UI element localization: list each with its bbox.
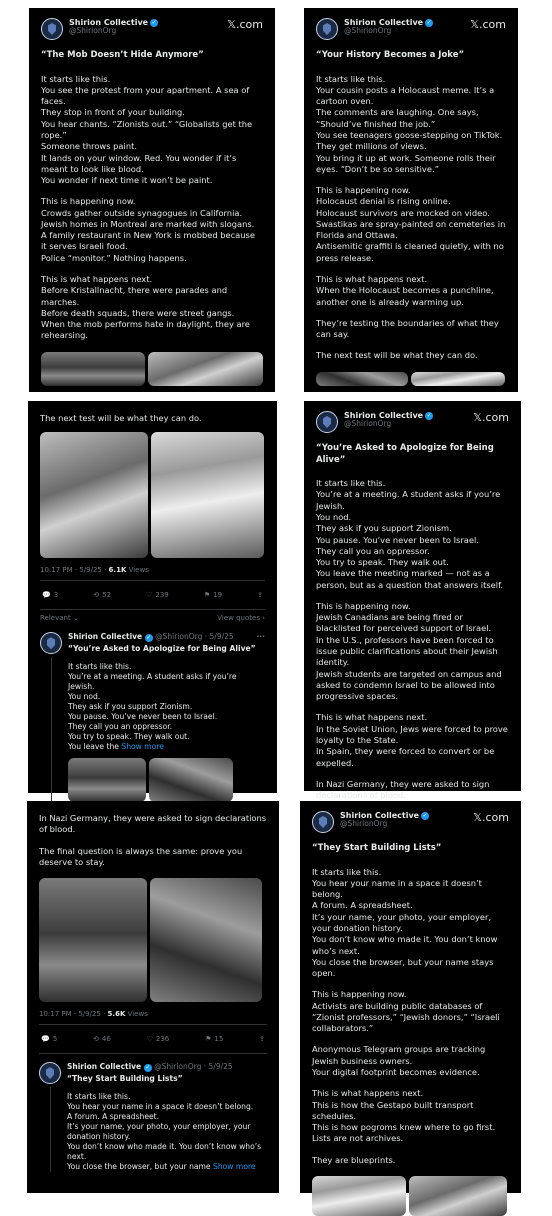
reply-body xyxy=(67,1062,267,1172)
text-line: Jewish Canadians are being fired or blacklisted for perceived support of Israel. xyxy=(316,612,492,634)
tweet-media xyxy=(41,352,263,386)
tweet-paragraphs xyxy=(312,867,509,1166)
replies-sort-bar xyxy=(40,614,265,622)
tweet-panel-lists xyxy=(300,801,521,1193)
author-name[interactable]: Shirion Collective ✓ xyxy=(340,811,428,820)
view-quotes-link[interactable]: View quotes › xyxy=(217,614,265,623)
text-line: Your digital footprint becomes evidence. xyxy=(312,1067,480,1078)
tweet-title: “The Mob Doesn’t Hide Anymore” xyxy=(41,50,204,60)
text-line: It starts like this. xyxy=(316,73,386,84)
text-line: This is what happens next. xyxy=(41,274,153,285)
paragraph xyxy=(41,274,263,342)
historical-photo-left[interactable] xyxy=(316,372,408,386)
share-icon: ⇪ xyxy=(257,591,263,600)
paragraph xyxy=(316,350,506,361)
text-line: They stop in front of your building. xyxy=(41,107,185,118)
tweet-panel-declarations xyxy=(27,801,279,1193)
paragraph xyxy=(39,846,267,869)
tweet-panel-history-joke xyxy=(304,8,518,392)
heart-icon: ♡ xyxy=(146,591,153,600)
text-line: Police “monitor.” Nothing happens. xyxy=(41,252,187,263)
reply-button[interactable]: 💬 5 xyxy=(41,1035,58,1044)
text-line: It’s your name, your photo, your employer, your donation history. xyxy=(67,1122,251,1142)
text-line: The next test will be what they can do. xyxy=(316,350,478,361)
tweet-body xyxy=(316,443,509,801)
text-line: In Nazi Germany, they were asked to sign declarations of blood. xyxy=(39,813,267,835)
tweet-actions xyxy=(39,1029,267,1049)
bookmark-button[interactable]: ⚑ 19 xyxy=(203,591,223,600)
tweet-panel-apologize xyxy=(304,401,521,801)
tweet-body xyxy=(312,843,509,1166)
text-line: This is happening now. xyxy=(41,196,136,207)
verified-badge-icon: ✓ xyxy=(146,634,152,642)
text-line: In the U.S., professors have been forced to issue public clarifications about their Jewish identity. xyxy=(316,634,498,668)
text-line: This is what happens next. xyxy=(312,1088,424,1099)
tweet-text: The next test will be what they can do. xyxy=(40,413,202,423)
tweet-media xyxy=(312,1176,509,1216)
reply-media xyxy=(68,758,265,802)
text-line: In Spain, they were forced to convert or be expelled. xyxy=(316,746,495,768)
text-line: They call you an oppressor. xyxy=(316,545,430,556)
repost-icon: ⟲ xyxy=(93,591,100,600)
text-line: Activists are building public databases of “Zionist professors,” “Jewish donors,” “Israeli collaborators.” xyxy=(312,1000,500,1034)
text-line: You don’t know who made it. You don’t know who’s next. xyxy=(312,934,498,956)
historical-photo-bodies[interactable] xyxy=(148,352,263,386)
divider xyxy=(40,609,265,610)
text-line: A forum. A spreadsheet. xyxy=(67,1112,160,1122)
text-line: In the Soviet Union, Jews were forced to prove loyalty to the State. xyxy=(316,723,508,745)
heart-icon: ♡ xyxy=(146,1035,153,1044)
avatar[interactable] xyxy=(39,1062,61,1084)
paragraph xyxy=(316,779,509,802)
text-line: It lands on your window. Red. You wonder if it’s meant to look like blood. xyxy=(41,152,237,174)
verified-badge-icon: ✓ xyxy=(426,411,432,419)
paragraph xyxy=(316,74,506,176)
share-button[interactable] xyxy=(259,1035,265,1043)
text-line: You hear your name in a space it doesn’t belong. xyxy=(312,877,482,900)
text-line: They call you an oppressor. xyxy=(68,722,173,732)
tweet-timestamp[interactable]: 10:17 PM · 5/9/25 · 5.6K Views xyxy=(39,1010,148,1019)
text-line: This is what happens next. xyxy=(316,712,428,723)
text-line: You try to speak. They walk out. xyxy=(316,557,449,568)
author-handle[interactable]: @ShirionOrg xyxy=(344,26,392,36)
repost-button[interactable]: ⟲ 46 xyxy=(93,1035,111,1044)
paragraph xyxy=(41,196,263,264)
text-line: It starts like this. xyxy=(316,478,386,489)
text-line: It starts like this. xyxy=(41,73,111,84)
tweet-body xyxy=(40,413,265,424)
text-line: You nod. xyxy=(68,692,101,702)
author-name[interactable]: Shirion Collective ✓ xyxy=(344,18,432,27)
paragraph xyxy=(316,318,506,341)
text-line: It’s your name, your photo, your employer, your donation history. xyxy=(312,911,492,933)
author-handle[interactable]: @ShirionOrg xyxy=(344,419,392,429)
paragraph xyxy=(316,712,509,768)
author-name[interactable]: Shirion Collective ✓ xyxy=(69,18,157,27)
historical-photo-snow-field[interactable] xyxy=(151,432,264,558)
text-line: This is how pogroms knew where to go first. xyxy=(312,1122,496,1133)
reply-author[interactable]: Shirion Collective ✓ @ShirionOrg · 5/9/25 xyxy=(67,1062,233,1072)
author-name[interactable]: Shirion Collective ✓ xyxy=(344,411,432,420)
text-line: You pause. You’ve never been to Israel. xyxy=(68,712,218,722)
reply-title: “You’re Asked to Apologize for Being Alive” xyxy=(68,644,256,654)
text-line: They’re testing the boundaries of what they can say. xyxy=(316,317,499,340)
text-line: Before death squads, there were street gangs. xyxy=(41,307,235,318)
text-line: Swastikas are spray-painted on cemeteries in Florida and Ottawa. xyxy=(316,218,506,241)
quoted-reply[interactable] xyxy=(40,632,265,802)
text-line: A family restaurant in New York is mobbed because it serves Israeli food. xyxy=(41,230,255,252)
x-logo-icon: 𝕏.com xyxy=(470,18,506,31)
text-line: This is happening now. xyxy=(316,185,411,196)
tweet-title: “They Start Building Lists” xyxy=(312,843,442,853)
historical-photo-bodies[interactable] xyxy=(409,1176,507,1216)
text-line: This is what happens next. xyxy=(316,274,428,285)
tweet-header xyxy=(312,811,509,833)
text-line: This is happening now. xyxy=(316,600,411,611)
share-button[interactable] xyxy=(257,591,263,599)
text-line: When the mob performs hate in daylight, they are rehearsing. xyxy=(41,319,250,341)
text-line: Jewish homes in Montreal are marked with slogans. xyxy=(41,218,255,229)
historical-photo-pit[interactable] xyxy=(149,758,233,802)
tweet-body xyxy=(316,50,506,362)
historical-photo-woman[interactable] xyxy=(312,1176,406,1216)
text-line: It starts like this. xyxy=(68,662,132,672)
text-line: When the Holocaust becomes a punchline, another one is already warming up. xyxy=(316,285,494,307)
historical-photo-right[interactable] xyxy=(411,372,505,386)
verified-badge-icon: ✓ xyxy=(422,811,428,819)
text-line: The final question is always the same: prove you deserve to stay. xyxy=(39,845,243,867)
tweet-body xyxy=(39,813,267,868)
historical-photo-corpses[interactable] xyxy=(40,432,148,558)
tweet-panel-mob xyxy=(29,8,275,392)
paragraph xyxy=(312,867,509,980)
text-line: You hear your name in a space it doesn’t belong. xyxy=(67,1102,254,1112)
reply-title: “They Start Building Lists” xyxy=(67,1074,183,1084)
text-line: Antisemitic graffiti is cleaned quietly, with no press release. xyxy=(316,241,504,263)
relevant-sort-dropdown[interactable]: Relevant ⌄ xyxy=(40,614,79,623)
reply-body xyxy=(68,632,265,802)
tweet-body xyxy=(41,50,263,342)
paragraph xyxy=(41,74,263,187)
x-logo-icon: 𝕏.com xyxy=(227,18,263,31)
text-line: Crowds gather outside synagogues in California. xyxy=(41,207,243,218)
avatar[interactable] xyxy=(312,811,334,833)
tweet-media xyxy=(40,432,265,558)
verified-badge-icon: ✓ xyxy=(151,18,157,26)
x-logo-icon: 𝕏.com xyxy=(473,811,509,824)
quoted-reply[interactable] xyxy=(39,1062,267,1172)
tweet-timestamp[interactable]: 10:17 PM · 5/9/25 · 6.1K Views xyxy=(40,566,149,575)
text-line: You leave the Show more xyxy=(68,742,164,752)
historical-photo-crowd[interactable] xyxy=(41,352,145,386)
text-line: In Nazi Germany, they were asked to sign declarations of blood. xyxy=(316,778,490,801)
bookmark-button[interactable]: ⚑ 15 xyxy=(205,1035,224,1044)
show-more-link[interactable]: Show more xyxy=(121,742,164,752)
text-line: Someone throws paint. xyxy=(41,141,137,152)
repost-icon: ⟲ xyxy=(93,1035,99,1044)
text-line: They ask if you support Zionism. xyxy=(316,523,452,534)
paragraph xyxy=(316,601,509,703)
text-line: You wonder if next time it won’t be paint. xyxy=(41,175,213,186)
divider xyxy=(39,1024,267,1025)
tweet-actions xyxy=(40,585,265,605)
bookmark-icon: ⚑ xyxy=(205,1035,212,1044)
paragraph xyxy=(316,185,506,264)
author-handle[interactable]: @ShirionOrg xyxy=(340,819,388,829)
tweet-media xyxy=(39,878,267,1002)
text-line: You try to speak. They walk out. xyxy=(68,732,190,742)
avatar[interactable] xyxy=(316,18,338,40)
tweet-panel-next-test xyxy=(28,401,277,793)
text-line: You’re at a meeting. A student asks if you’re Jewish. xyxy=(316,489,501,511)
tweet-title: “Your History Becomes a Joke” xyxy=(316,50,465,60)
paragraph xyxy=(312,1044,509,1078)
text-line: Jewish students are targeted on campus and asked to condemn Israel to be allowed into progressive spaces. xyxy=(316,668,502,702)
reply-lines xyxy=(67,1092,267,1172)
reply-gutter xyxy=(40,632,62,802)
tweet-header xyxy=(316,411,509,433)
show-more-link[interactable]: Show more xyxy=(213,1162,256,1172)
text-line: It starts like this. xyxy=(67,1092,131,1102)
paragraph xyxy=(316,274,506,308)
text-line: Before Kristallnacht, there were parades and marches. xyxy=(41,285,228,307)
historical-photo-soldiers-pile[interactable] xyxy=(39,878,147,1002)
tweet-media xyxy=(316,372,506,386)
reply-icon: 💬 xyxy=(42,591,51,600)
text-line: The comments are laughing. One says, “Should’ve finished the job.” xyxy=(316,107,479,129)
verified-badge-icon: ✓ xyxy=(145,1064,151,1072)
text-line: You don’t know who made it. You don’t know who’s next. xyxy=(67,1142,262,1162)
text-line: You close the browser, but your name Show more xyxy=(67,1162,256,1172)
text-line: They ask if you support Zionism. xyxy=(68,702,193,712)
like-button[interactable]: ♡ 236 xyxy=(146,1035,170,1044)
repost-button[interactable]: ⟲ 52 xyxy=(93,591,112,600)
text-line: You close the browser, but your name stays open. xyxy=(312,956,494,979)
text-line: Your cousin posts a Holocaust meme. It’s a cartoon oven. xyxy=(316,84,495,107)
reply-lines xyxy=(68,662,265,752)
avatar[interactable] xyxy=(40,632,62,654)
tweet-header xyxy=(316,18,506,40)
tweet-paragraphs xyxy=(41,74,263,342)
text-line: It starts like this. xyxy=(312,866,382,877)
avatar[interactable] xyxy=(316,411,338,433)
text-line: You bring it up at work. Someone rolls their eyes. “Don’t be so sensitive.” xyxy=(316,152,496,174)
reply-gutter xyxy=(39,1062,61,1172)
reply-text xyxy=(67,1074,267,1172)
x-logo-icon: 𝕏.com xyxy=(473,411,509,424)
text-line: You hear chants. “Zionists out.” “Globalists get the rope.” xyxy=(41,118,253,140)
text-line: This is happening now. xyxy=(312,989,407,1000)
more-options-icon[interactable]: ··· xyxy=(256,632,265,642)
tweet-title: “You’re Asked to Apologize for Being Alive” xyxy=(316,443,494,465)
text-line: Anonymous Telegram groups are tracking Jewish business owners. xyxy=(312,1044,486,1066)
tweet-paragraphs xyxy=(316,478,509,801)
text-line: This is how the Gestapo built transport schedules. xyxy=(312,1099,474,1121)
verified-badge-icon: ✓ xyxy=(426,18,432,26)
thread-line xyxy=(50,1087,51,1172)
reply-button[interactable]: 💬 3 xyxy=(42,591,59,600)
text-line: You see teenagers goose-stepping on TikTok. They get millions of views. xyxy=(316,129,503,152)
text-line: Holocaust denial is rising online. xyxy=(316,196,451,207)
text-line: You nod. xyxy=(316,511,352,522)
text-line: You pause. You’ve never been to Israel. xyxy=(316,534,479,545)
text-line: You leave the meeting marked — not as a person, but as a question that answers itself. xyxy=(316,568,504,590)
paragraph xyxy=(312,989,509,1034)
text-line: You’re at a meeting. A student asks if you’re Jewish. xyxy=(68,672,237,692)
share-icon: ⇪ xyxy=(259,1035,265,1044)
reply-text xyxy=(68,644,265,752)
historical-photo-soldiers[interactable] xyxy=(68,758,146,802)
reply-icon: 💬 xyxy=(41,1035,50,1044)
paragraph xyxy=(39,813,267,836)
tweet-paragraphs xyxy=(39,813,267,868)
reply-author[interactable]: Shirion Collective ✓ @ShirionOrg · 5/9/25 ··· xyxy=(68,632,265,642)
tweet-header xyxy=(41,18,263,40)
thread-line xyxy=(51,657,52,802)
text-line: They are blueprints. xyxy=(312,1154,396,1165)
paragraph xyxy=(312,1155,509,1166)
divider xyxy=(40,580,265,581)
text-line: Holocaust survivors are mocked on video. xyxy=(316,207,490,218)
paragraph xyxy=(312,1088,509,1144)
bookmark-icon: ⚑ xyxy=(203,591,211,600)
historical-photo-trench[interactable] xyxy=(150,878,262,1002)
paragraph xyxy=(316,478,509,591)
text-line: Lists are not archives. xyxy=(312,1133,404,1144)
divider xyxy=(39,1053,267,1054)
like-button[interactable]: ♡ 239 xyxy=(146,591,169,600)
text-line: A forum. A spreadsheet. xyxy=(312,900,413,911)
tweet-paragraphs xyxy=(316,74,506,362)
text-line: You see the protest from your apartment. A sea of faces. xyxy=(41,84,250,107)
author-handle[interactable]: @ShirionOrg xyxy=(69,26,117,36)
avatar[interactable] xyxy=(41,18,63,40)
